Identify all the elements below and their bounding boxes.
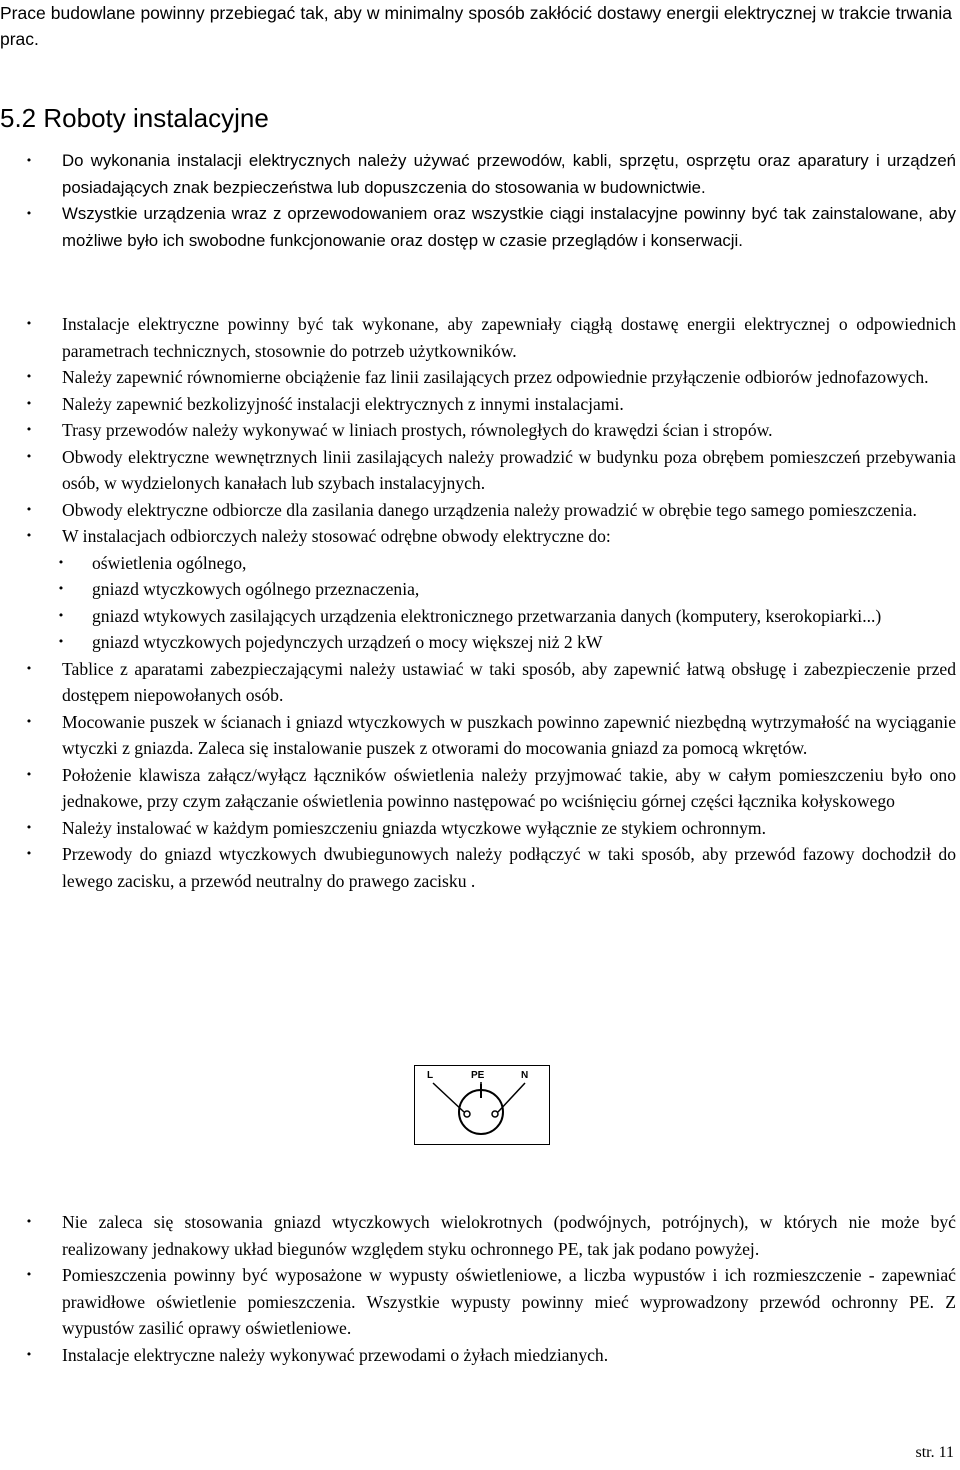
list-item-text: Obwody elektryczne odbiorcze dla zasilania danego urządzenia należy prowadzić w obrębie tego samego pomieszczenia. — [62, 499, 917, 520]
list-item — [0, 417, 956, 444]
bullet-icon: • — [25, 1347, 33, 1361]
list-item — [0, 148, 956, 201]
bullet-icon: • — [25, 820, 33, 834]
bullet-icon: • — [25, 714, 33, 728]
list-item-text: Należy zapewnić równomierne obciążenie faz linii zasilających przez odpowiednie przyłączenie odbiorów jednofazowych. — [62, 367, 929, 387]
list-item-text: Należy instalować w każdym pomieszczeniu gniazda wtyczkowe wyłącznie ze stykiem ochronnym. — [62, 817, 766, 838]
wire-n — [498, 1083, 525, 1112]
nested-bullet-list — [57, 550, 956, 656]
sub-list-item-text: gniazd wtykowych zasilających urządzenia elektronicznego przetwarzania danych (komputery, kserokopiarki...) — [92, 605, 882, 626]
sub-list-item — [57, 603, 956, 630]
bullet-icon: • — [25, 396, 33, 410]
bullet-icon: • — [25, 847, 33, 860]
list-item-text: Instalacje elektryczne powinny być tak wykonane, aby zapewniały ciągłą dostawę energii elektrycznej o odpowiednich parametrach technicznych, stosownie do potrzeb użytkowników. — [62, 314, 956, 361]
figure-label-l: L — [427, 1070, 434, 1081]
bullet-icon: • — [57, 635, 65, 648]
list-item — [0, 1342, 956, 1369]
bullet-icon: • — [57, 608, 65, 622]
wire-l — [433, 1083, 464, 1112]
list-item — [0, 762, 956, 815]
pin-right — [492, 1111, 498, 1117]
intro-paragraph: Prace budowlane powinny przebiegać tak, aby w minimalny sposób zakłócić dostawy energii elektrycznej w trakcie trwania prac. — [0, 3, 952, 49]
bullet-icon: • — [25, 423, 33, 436]
list-item-text: Tablice z aparatami zabezpieczającymi należy ustawiać w taki sposób, aby zapewnić łatwą obsługę i zabezpieczenie przed dostępem niepowołanych osób. — [62, 658, 956, 705]
bullet-list-main — [0, 311, 956, 894]
bullet-icon: • — [25, 154, 33, 167]
section-heading: 5.2 Roboty instalacyjne — [0, 103, 269, 133]
list-item — [0, 497, 956, 524]
list-item — [0, 444, 956, 497]
socket-wiring-figure — [414, 1065, 550, 1145]
list-item — [0, 656, 956, 709]
bullet-list-top — [0, 148, 956, 254]
list-item — [0, 815, 956, 842]
bullet-icon: • — [25, 370, 33, 383]
list-item-text: Obwody elektryczne wewnętrznych linii zasilających należy prowadzić w budynku poza obrębem pomieszczeń przebywania osób, w wydzielonych kanałach lub szybach instalacyjnych. — [62, 446, 956, 493]
bullet-icon: • — [25, 767, 33, 781]
list-item — [0, 391, 956, 418]
bullet-icon: • — [57, 582, 65, 595]
list-item — [0, 311, 956, 364]
list-item — [0, 1262, 956, 1342]
sub-list-item — [57, 550, 956, 577]
figure-label-n: N — [521, 1070, 529, 1081]
list-item — [0, 201, 956, 254]
list-item-text: W instalacjach odbiorczych należy stosować odrębne obwody elektryczne do: — [62, 526, 611, 546]
list-item-text: Instalacje elektryczne należy wykonywać przewodami o żyłach miedzianych. — [62, 1344, 609, 1365]
list-item — [0, 1209, 956, 1262]
list-item-text: Pomieszczenia powinny być wyposażone w wypusty oświetleniowe, a liczba wypustów i ich rozmieszczenie - zapewniać prawidłowe oświetlenie pomieszczenia. Wszystkie wypusty powinny mieć wyprowadzony przewód ochronny PE. Z wypustów zasilić oprawy oświetleniowe. — [62, 1265, 956, 1338]
bullet-icon: • — [57, 555, 65, 569]
list-item-text: Mocowanie puszek w ścianach i gniazd wtyczkowych w puszkach powinno zapewnić niezbędną wytrzymałość na wyciąganie wtyczki z gniazda. Zaleca się instalowanie puszek z otworami do mocowania gniazd za pomocą wkrętów. — [62, 711, 956, 758]
list-item-text: Należy zapewnić bezkolizyjność instalacji elektrycznych z innymi instalacjami. — [62, 393, 624, 414]
bullet-icon: • — [25, 502, 33, 516]
list-item-text: Przewody do gniazd wtyczkowych dwubiegunowych należy podłączyć w taki sposób, aby przewód fazowy dochodził do lewego zacisku, a przewód neutralny do prawego zacisku . — [62, 844, 956, 891]
sub-list-item — [57, 576, 956, 603]
bullet-icon: • — [25, 449, 33, 463]
bullet-icon: • — [25, 207, 33, 220]
bullet-icon: • — [25, 661, 33, 675]
pin-left — [464, 1111, 470, 1117]
list-item-text: Trasy przewodów należy wykonywać w liniach prostych, równoległych do krawędzi ścian i stropów. — [62, 420, 773, 440]
bullet-icon: • — [25, 1215, 33, 1228]
list-item-text: Do wykonania instalacji elektrycznych należy używać przewodów, kabli, sprzętu, osprzętu oraz aparatury i urządzeń posiadających znak bezpieczeństwa lub dopuszczenia do stosowania w budownictwie. — [62, 151, 956, 197]
sub-list-item-text: gniazd wtyczkowych pojedynczych urządzeń o mocy większej niż 2 kW — [92, 632, 603, 652]
list-item-text: Wszystkie urządzenia wraz z oprzewodowaniem oraz wszystkie ciągi instalacyjne powinny być tak zainstalowane, aby możliwe było ich swobodne funkcjonowanie oraz dostęp w czasie przeglądów i konserwacji. — [62, 204, 956, 250]
sub-list-item-text: gniazd wtyczkowych ogólnego przeznaczenia, — [92, 579, 420, 599]
list-item — [0, 364, 956, 391]
list-item — [0, 841, 956, 894]
bullet-icon: • — [25, 1268, 33, 1281]
bullet-icon: • — [25, 317, 33, 330]
list-item — [0, 523, 956, 656]
list-item — [0, 709, 956, 762]
bullet-icon: • — [25, 529, 33, 542]
figure-label-pe: PE — [471, 1070, 485, 1081]
sub-list-item — [57, 629, 956, 656]
list-item-text: Położenie klawisza załącz/wyłącz łączników oświetlenia należy przyjmować takie, aby w całym pomieszczeniu było ono jednakowe, przy czym załączanie oświetlenia powinno następować po wciśnięciu górnej części łącznika kołyskowego — [62, 764, 956, 811]
sub-list-item-text: oświetlenia ogólnego, — [92, 552, 247, 573]
list-item-text: Nie zaleca się stosowania gniazd wtyczkowych wielokrotnych (podwójnych, potrójnych), w których nie może być realizowany jednakowy układ biegunów względem styku ochronnego PE, tak jak podano powyżej. — [62, 1212, 956, 1259]
bullet-list-bottom — [0, 1209, 956, 1368]
page-number: str. 11 — [915, 1444, 954, 1461]
